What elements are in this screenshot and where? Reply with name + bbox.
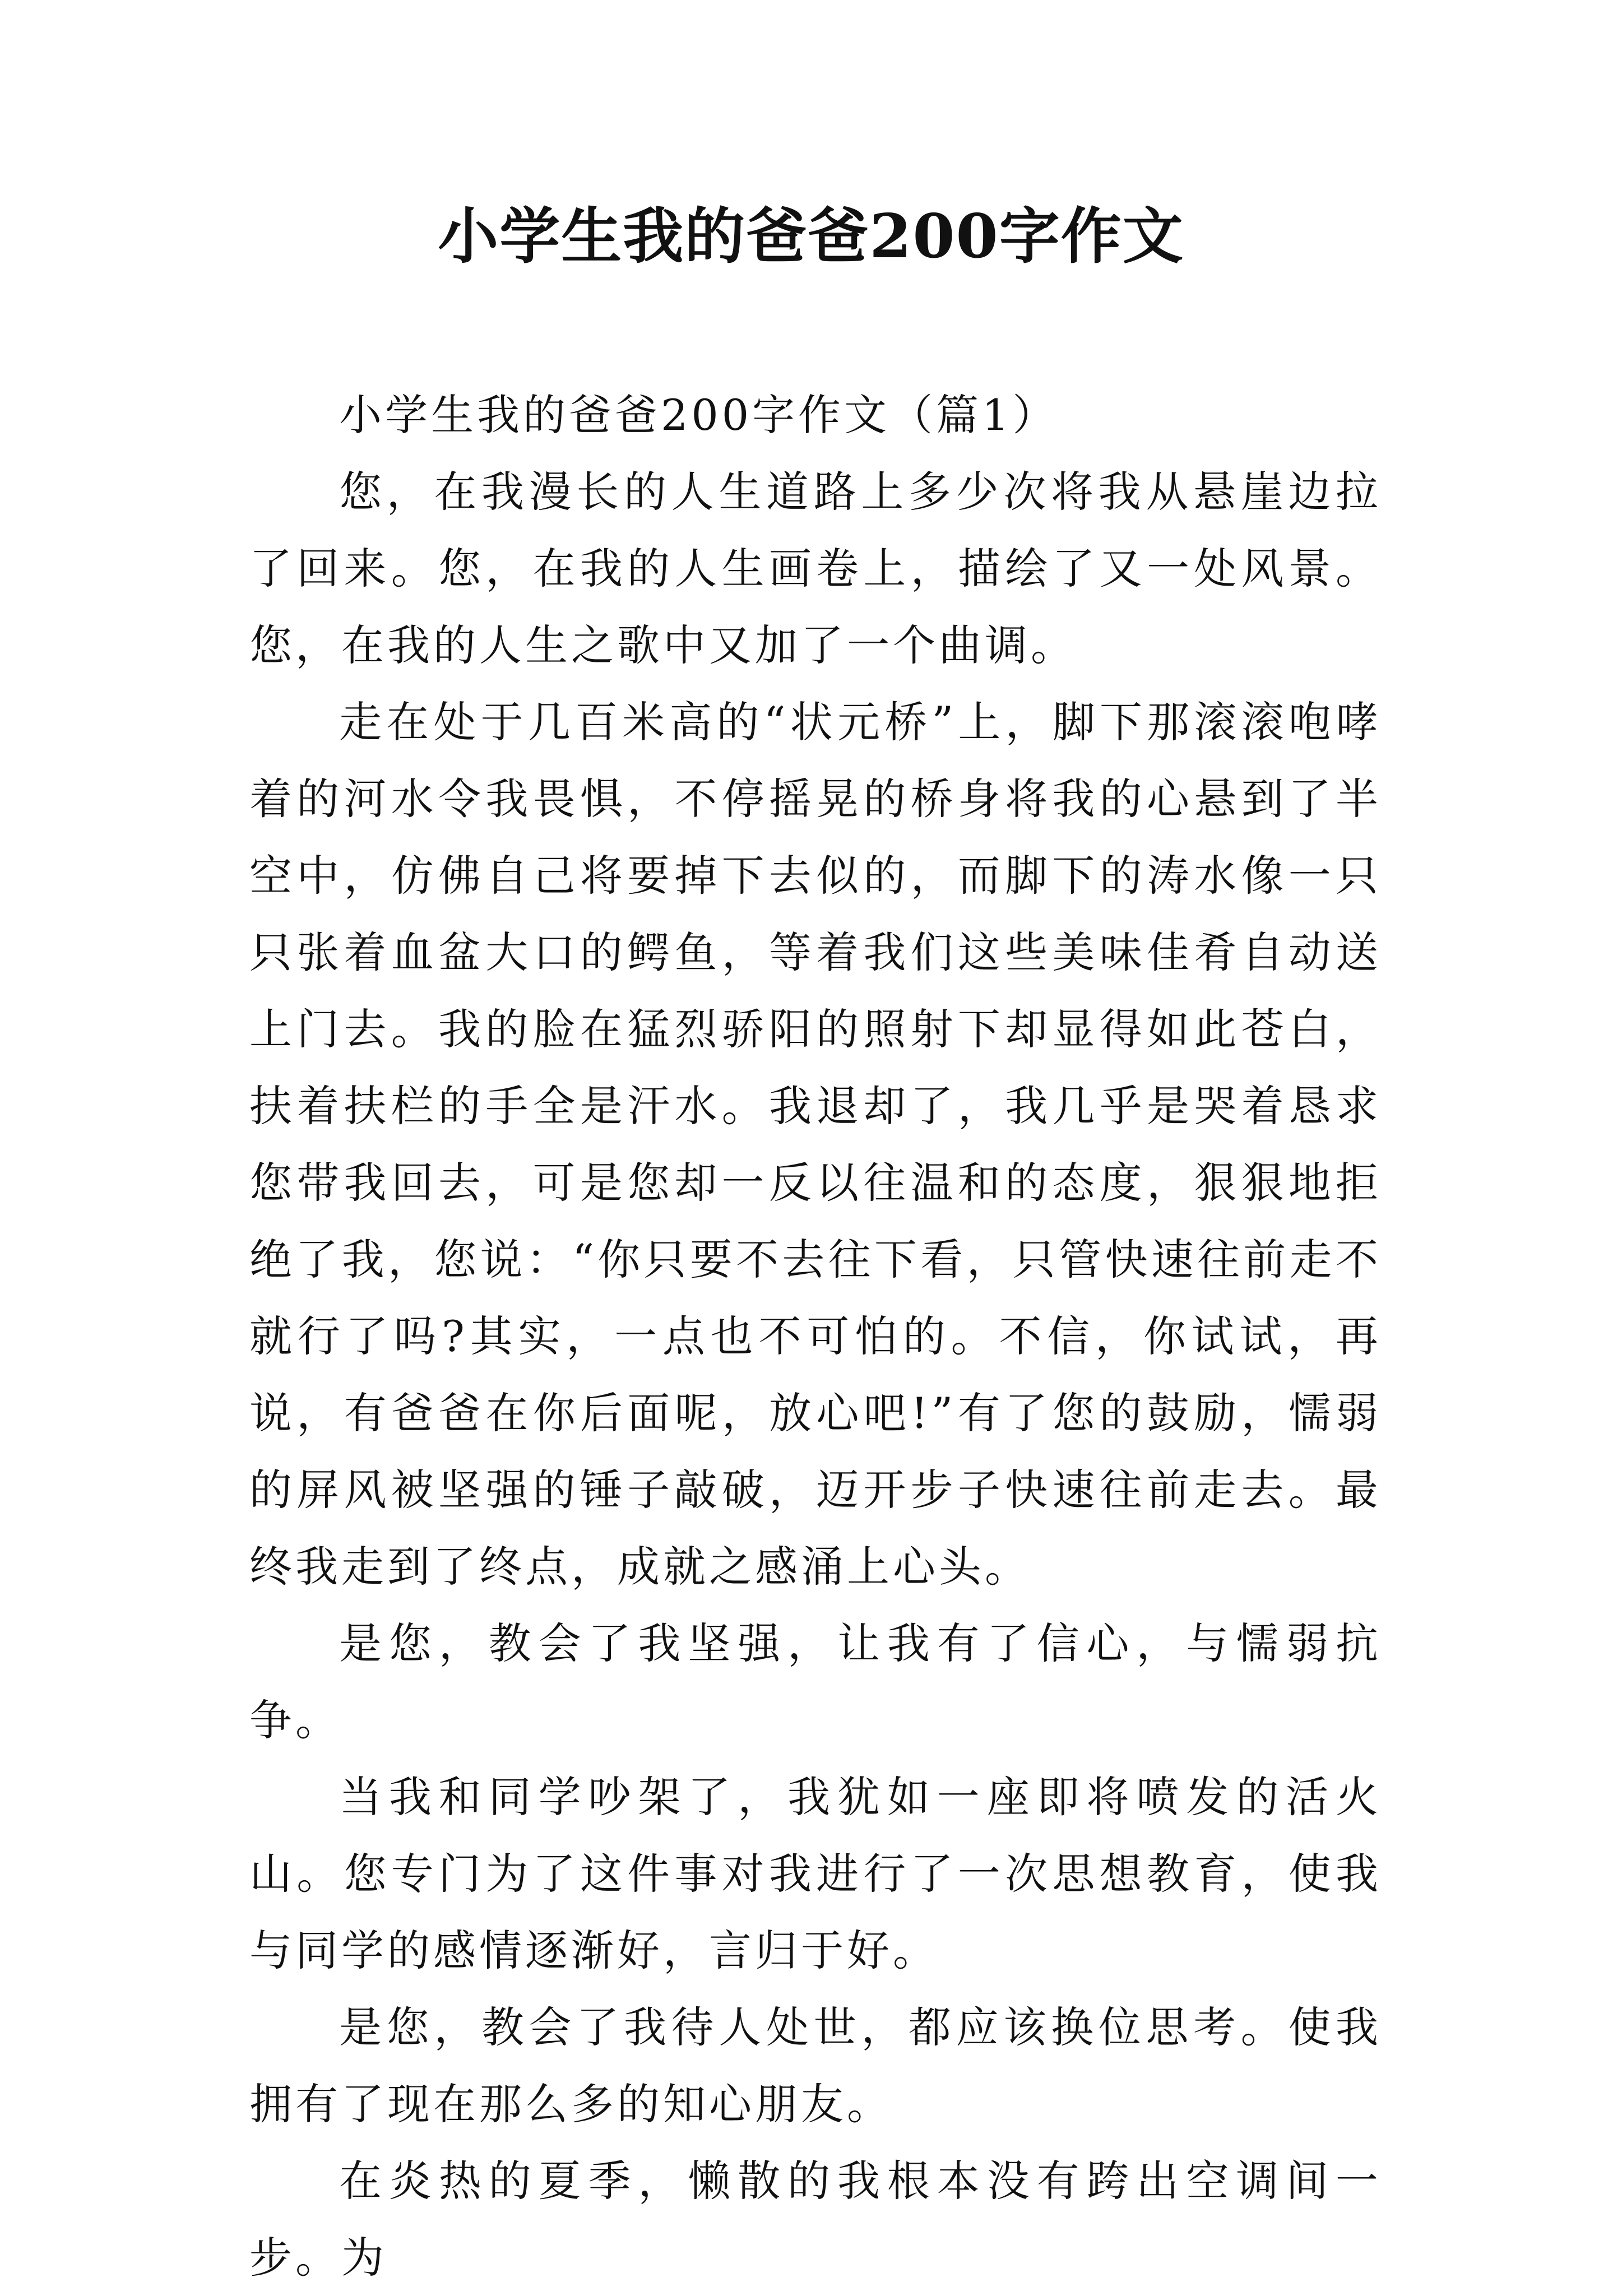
- paragraph: 您，在我漫长的人生道路上多少次将我从悬崖边拉了回来。您，在我的人生画卷上，描绘了又一处风景。您，在我的人生之歌中又加了一个曲调。: [249, 467, 1382, 670]
- paragraph: 是您，教会了我待人处世，都应该换位思考。使我拥有了现在那么多的知心朋友。: [249, 2002, 1382, 2129]
- paragraph: 走在处于几百米高的“状元桥”上，脚下那滚滚咆哮着的河水令我畏惧，不停摇晃的桥身将我的心悬到了半空中，仿佛自己将要掉下去似的，而脚下的涛水像一只只张着血盆大口的鳄鱼，等着我们这些美味佳肴自动送上门去。我的脸在猛烈骄阳的照射下却显得如此苍白，扶着扶栏的手全是汗水。我退却了，我几乎是哭着恳求您带我回去，可是您却一反以往温和的态度，狠狠地拒绝了我，您说：“你只要不去往下看，只管快速往前走不就行了吗?其实，一点也不可怕的。不信，你试试，再说，有爸爸在你后面呢，放心吧!”有了您的鼓励，懦弱的屏风被坚强的锤子敲破，迈开步子快速往前走去。最终我走到了终点，成就之感涌上心头。: [249, 697, 1382, 1592]
- document-body: [249, 377, 1382, 2296]
- paragraph: 当我和同学吵架了，我犹如一座即将喷发的活火山。您专门为了这件事对我进行了一次思想教育，使我与同学的感情逐渐好，言归于好。: [249, 1772, 1382, 1975]
- section-heading: 小学生我的爸爸200字作文（篇1）: [339, 390, 1059, 440]
- document-title: 小学生我的爸爸200字作文: [438, 201, 1184, 272]
- paragraph: 在炎热的夏季，懒散的我根本没有跨出空调间一步。为: [249, 2156, 1382, 2283]
- paragraph: 是您，教会了我坚强，让我有了信心，与懦弱抗争。: [249, 1618, 1382, 1745]
